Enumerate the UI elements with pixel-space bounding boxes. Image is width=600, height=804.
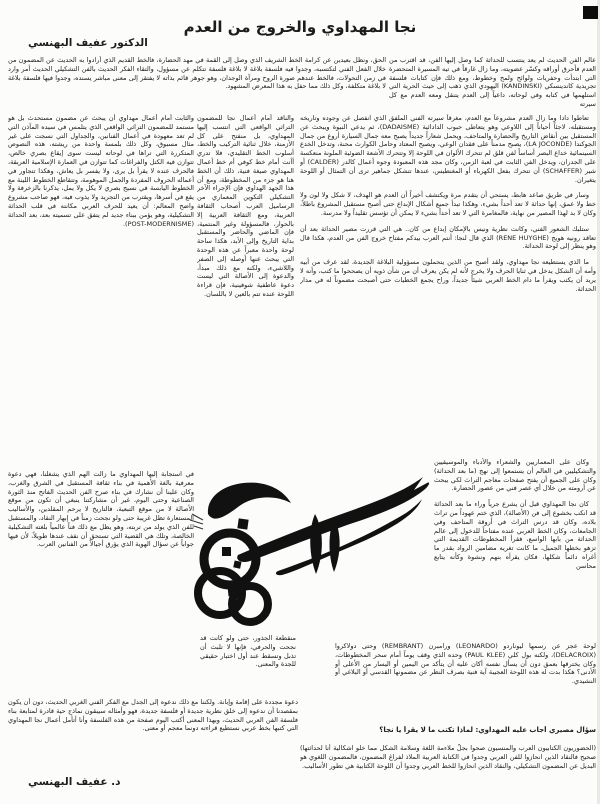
author-byline: الدكتور عفيف البهنسي xyxy=(28,37,148,49)
calligraphy-loops xyxy=(198,533,268,622)
intro-paragraph: الحق، ونظل بعيدين عن كرامة الخط الشريف الذي وصل إلى القمة في مهد الحضارة، فالخط القديم الذي أرادوا به الحديث عن المضمون من خلال الفعل الفني لتكتسبه، وجدوا فيه فلسفة بلاغة لا بلاغة فلسفة تتكلم عن مسؤول، والتقاء الفكر الحديث بالفن التشكيلي الحديث أمر وارد في زمن التحولات، فالخط عندهم صورة الروح ومرآة الوجدان، وهو جوهر قائم بذاته لا يفتقر إلى معنى مباشر يسنده، وجدوا فيها فلسفة بلاغة لا بلاغة متكلفة، وكل ذلك مما حفل به هذا المعرض المشهود. xyxy=(8,56,386,91)
bold-question-line: سؤال مصيري أجاب عليه المهداوي: لماذا تكتب ما لا يقرأ يا نجا؟ xyxy=(379,726,596,734)
right-column-beside-artwork xyxy=(434,458,596,638)
calligraphy-artwork xyxy=(178,462,433,637)
right-column-top: عالم الفن الحديث لم يعد ينتسب للحداثة كما وصل إليها الفن، قد اقترب من العدم فأحرق أوراقه وكسّر عضويته، وما زال غارقاً في تيه المسيرة المتحضرة التي ابتدأت وحفريات ولوائح ولمح وخطوط، ومع ذلك فإن كتابات فلسفة تجريدية كاندينسكي (KANDINSKI) اليهودي الذي ذهب إلى حيث الحرية التي استلهمها في كتابه وفي لوحاته، داعياً إلى العدم يتنقل ومعه العدم مع كل سيرته xyxy=(389,56,596,108)
middle-narrow-column: والناقد أمام أعمال نجا للمضمون التراثي الواقعي التي انتسب إليها المهداوي، بل منفتح على كل الأزمنة، خلال ثنائية التركيب والخط، أسلوب الخط التقليدي، فلا تدري أأنت أمام خط كوفي أم خط أعمال المهداوي صيغة فنية، ذلك أن الخط هنا هو جزء من المخطوطة، ومع أن هذا الجهد الهداوي فإن الإجراء الآخر التشكيلي التكوين المعماري من الرساميل العرب أصحاب الثقافة العربية، ومع الثقافة العربية إلا بالحوار، فالمسؤولة وغير المنتمية، فإن الماضي والحاضر والمستقبل بداية التاريخ وإلى الأبد، هكذا ساحة لوحة واحدة معبراً عن هذه الوحدة التي يبحث عنها أوصله إلى الصفر واللاشيء، ولكنه مع ذلك مبدأ، والدعوة إلى الأصالة التي ليست دعوة عاطفية شوفينية، فإن قراءة اللوحة عنده تتم بالعين لا باللسان. xyxy=(197,114,294,298)
page-title: نجا المهداوي والخروج من العدم xyxy=(183,18,417,37)
signature: د. عفيف البهنسي xyxy=(28,776,121,788)
paragraph: وسار في طريق صاعد هابط، يستحي أن يتقدم مرة ويكتشف أخيراً أن العدم هو الهدف، لا شكل ولا لون ولا خط ولا عمق، إنها حداثة لا تعد أحداً بشيء، وهكذا تبدأ جميع أشكال الإبداع حتى أصبح مستقبل المشروع باطلاً، وكان لا بد لهذا المصير من نهاية، فالمغامرة التي لا تعد أحداً بشيء لا يمكن أن تؤسس تقليداً ولا مدرسة. xyxy=(300,191,596,217)
bottom-right-closing-paragraph: (الحضوريون الكتابيون العرب والمنسيون صحوا بجلّ ملاءمة اللغة وسلامة الشكل مما خلو اشكالية أنا لحداثتها) صحيح فالنقاد الذين انحازوا للفن العربي وجدوا في الكتابة العربية الملاذ لفراغ المضمون، فالمضمون اللغوي هو البديل عن المضمون التشكيلي، والنقاد الذين انحازوا للخط العربي وجدوا أن اللوحة الكتابية هي تطور الأساليب. xyxy=(300,744,596,770)
paragraph: ستلبك الشعور الفني، وكانت نظرية ونيس بالإمكان إبداع من كان.. هي التي قررت مصير الحداثة بعد أن تعاقد رونيه هويج (RENE HUYGHE) الذي قال لنجا: أنتم العرب بيدكم مفتاح خروج الفن من العدم، هكذا قال وهو ينظر إلى لوحة الحداثة. xyxy=(300,224,596,251)
paragraph: ما الذي يستطيعه نجا مهداوي، ولقد أصبح من الذين يتحملون مسؤولية البلاغة الجديدة، لقد عرف من أبيه وأمه أن الشكل يدخل في ثنايا الحرف ولا يخرج لأنه لم يكن يعرف أن من شأن ذويه أن يصححوا ما كتب، وأنه لا يريد أن يكتب ويقرأ ما دام الخط العربي شيئاً جديداً، وراح يجمع الخطيات حتى أصبحت مضموناً له في مدار الحداثة. xyxy=(300,258,596,293)
middle-column-below-artwork: منقطعة الجذور، حتى ولو كانت قد نجحت والحرفي، فإنها لا تلبث أن تذبل وتسقط عند أول اختبار حقيقي للجدة والمعنى. xyxy=(200,634,296,669)
left-column-upper: والثابت أمام أعمال مهداوي أن يبحث عن مضمون مستحدث بل هو مستمد للمضمون التراثي الواقعي الذي يتلمس في سيده المآذن التي لم تعد معهودة في أعمال الفنانين، والجداول التي نسجت على غير مثال مسبوق، وكل ذلك بلمسة واحدة من ريشته، هذه النصوص المتكررة التي تراها في لوحاته ليست سوى إيقاع بصري خالص، تتوازن فيه الكتل والفراغات كما تتوازن في العمارة الإسلامية العريقة، فالحرف عنده لا يقرأ بل يرى، ولا يفسر بل يعاش، وهكذا تتجاور في أعماله الحروف المفردة والجمل الموهومة، وتتقاطع الخطوط اللينة مع الخطوط اليابسة في نسيج بصري لا يكل ولا يمل، يذكرنا بالزخرفة ولا يقع في أسرها، ويقترب من التجريد ولا يذوب فيه، فهو صاحب مشروع واضح المعالم: أن يعيد للحرف العربي مكانته في قلب الحداثة التشكيلية، وهو يؤمن ببناء جديد لم يتفق على تسميته بعد، بعد الحداثة (POST-MODERNISME). xyxy=(8,114,194,228)
paragraph: وكان على المعماريين والشعراء والأدباء والموسيقيين والتشكيليين في العالم أن يستمعوا إلى نهج (ما بعد الحداثة) وكان على الجميع أن يفتح صفحات معاجم التراث لكي يبحث عن أرومته من خلال أي عصر فني من عصور الحضارة. xyxy=(434,458,596,493)
paragraph: تعاطوا دادا وما زال العدم مشروعاً مع العدم، مغرقاً سيرته الفني الملفق الذي انفصل عن وجوده وتاريخه ومستقبله، لاجئاً أحياناً إلى اللاوعي وهو يتعاطى حبوب الدادائية (DADAISME)، ثم يدعي النبوة ويبحث عن المستقبل بين أنقاض التاريخ والحضارة والمتاحف، ويحمل شعاراً جديداً يصبح معه جمال السيارة أروع من جمال الجوكندا (LA JOCONDE)، يصبح مدمناً على فقدان الوعي، ويصبح المعتاد وحامل الكوارث محنة، وتدخل الخدع السينمائية خداع البصر أساساً لفن قلق لم تتحرك الألوان في اللوحة إلا وتتحرك الأشعة الضوئية الملونة منعكسة على الجدران، ويدخل الفن الثابت في لعبة الزمن، وكان مجد هذه المعبودة وجوه أعمال كالدر (CALDER) أو شير (SCHAFFER) أن تتحرك بفعل الكهرباء أو المغنطيس، عندها تتشكل جماهير ترى أن التمثال أو اللوحة يتغيران. xyxy=(300,114,596,184)
paragraph: كان نجا المهداوي قبل أن يشرع جرياً وراء ما بعد الحداثة قد انكب بخشوع إلى فن (الأصالة)، الذي ختم عهوداً من تراث بلاده، وكان قد درس التراث في أروقة المتاحف وفي الجامعات، وكان الخط العربي عنده مفتاحاً للدخول إلى عالم الحداثة من بابها الواسع، فقرأ المخطوطات القديمة التي تزهو بخطها الجميل، ما كانت تغريه مضامين الرواد بقدر ما أغراه دائماً شكلها، فكان يقرأه بنهم ونشوة وكأنه يتابع محاسن xyxy=(434,500,596,570)
corner-square-mark xyxy=(583,6,598,19)
right-column-wide xyxy=(300,114,596,460)
left-column-lower: في استجابة إليها المهداوي ما زالت الهم الذي يشغلنا، فهي دعوة معرفية بالغة الأهمية في بناء ثقافة المستقبل في الشرق والغرب، وكان علينا أن نشارك في بناء صرح الفن الحديث الفاتح منذ الثورة الصناعية وحتى اليوم، غير أن مشاركتنا ينبغي أن تكون من موقع الأصالة لا من موقع التبعية، فالتاريخ لا يرحم المقلدين، والأساليب المستعارة تظل غريبة حتى ولو نجحت زمناً في إبهار النقاد، والمستقبل للفن الذي يولد من تربته، وهو يظل مع ذلك فناً عالمياً بلغته التشكيلية الخالصة، وتلك هي القضية التي تستحق أن نقف عندها طويلاً، لأن فيها جواباً عن سؤال الهوية الذي يؤرق أجيالاً من الفنانين العرب. xyxy=(8,470,194,549)
bottom-right-paragraph: لوحة عجز عن رسمها ليوناردو (LEONARDO) ورامبرن (REMBRANT) وحتى دولاكروا (DELACROIX)، ولكنه بول كلي (PAUL KLEE) وحده الذي وقف يوماً أمام سحر المخطوطات، وكان يخترقها بعمق دون أن يسأل نفسه أكان عليه أن يتأكد من اليمين أو اليسار من الأعلى أو الأدنى؟ هكذا بدت له هذه اللوحة العجيبة آية فنية بصرف النظر عن مضمونها القدسي أو البلاغي أو النشيدي. xyxy=(335,642,596,686)
bottom-left-closing-paragraph: دعوة مجددة على إقامة وإبانة. ولكننا مع ذلك ندعوه إلى الجدل مع الفكر الفني الغربي الحديث، دون أن يكون بمقصدنا أن ندعوه إلى خلق نظرية جديدة أو فلسفة جديدة، فهو وأمثاله سيبقون نماذج حية قادرة لمتابعة بناء فلسفة الفن العربي الحديث، وبهذا المعنى أكتب اليوم صفحة من هذه الفلسفة وأنا أتأمل أعمال نجا المهداوي التي كتبها بخط عربي نستطيع قراءته دونما معجم أو معنى. xyxy=(8,698,298,733)
scribble-mark xyxy=(190,514,203,529)
